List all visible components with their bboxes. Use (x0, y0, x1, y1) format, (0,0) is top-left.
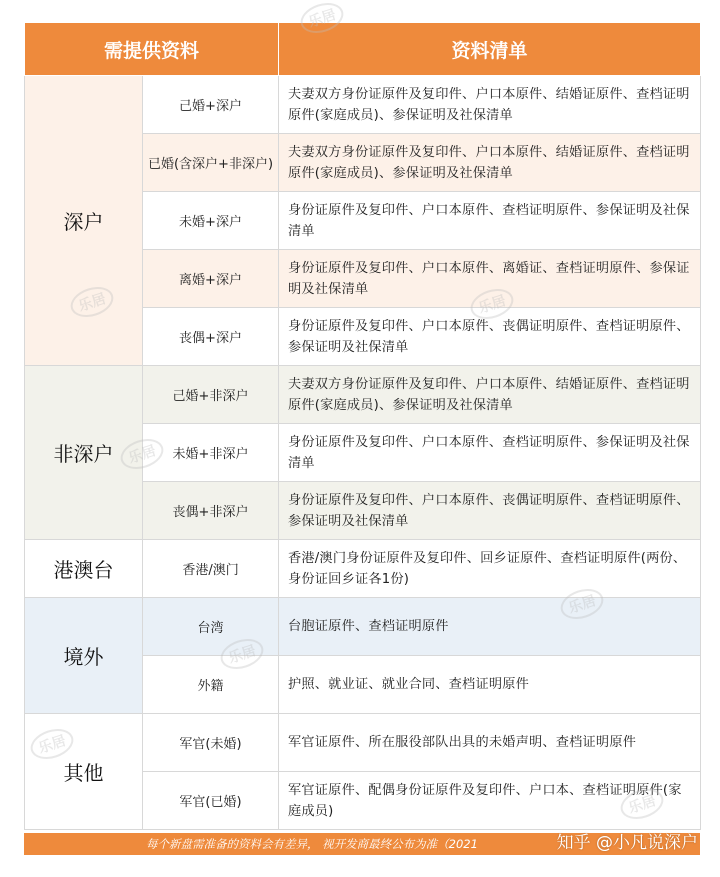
subcategory-cell: 丧偶+非深户 (143, 482, 279, 540)
requirements-table (24, 22, 701, 830)
watermark-logo: 乐居 (557, 584, 607, 624)
table-row (25, 540, 701, 598)
subcategory-cell: 丧偶+深户 (143, 308, 279, 366)
subcategory-cell: 未婚+深户 (143, 192, 279, 250)
table-row (25, 714, 701, 772)
header-required-materials: 需提供资料 (25, 23, 279, 76)
table-row (25, 76, 701, 134)
watermark-logo: 乐居 (67, 282, 117, 322)
subcategory-cell: 离婚+深户 (143, 250, 279, 308)
watermark-logo: 乐居 (467, 284, 517, 324)
subcategory-cell: 香港/澳门 (143, 540, 279, 598)
subcategory-cell: 军官(未婚) (143, 714, 279, 772)
group-gangaotai: 港澳台 (25, 540, 143, 598)
watermark-logo: 乐居 (217, 634, 267, 674)
subcategory-cell: 已婚(含深户+非深户) (143, 134, 279, 192)
watermark-logo: 乐居 (297, 0, 347, 38)
footer-note: 每个新盘需准备的资料会有差异， 视开发商最终公布为准（2021 (24, 833, 700, 855)
documents-cell: 护照、就业证、就业合同、查档证明原件 (279, 656, 701, 714)
watermark-logo: 乐居 (617, 784, 667, 824)
group-jingwai: 境外 (25, 598, 143, 714)
group-feishenhu: 非深户 (25, 366, 143, 540)
documents-cell: 身份证原件及复印件、户口本原件、丧偶证明原件、查档证明原件、参保证明及社保清单 (279, 308, 701, 366)
subcategory-cell: 己婚+深户 (143, 76, 279, 134)
table-row (25, 598, 701, 656)
table-row (25, 366, 701, 424)
subcategory-cell: 未婚+非深户 (143, 424, 279, 482)
documents-cell: 军官证原件、配偶身份证原件及复印件、户口本、查档证明原件(家庭成员) (279, 772, 701, 830)
header-materials-list: 资料清单 (279, 23, 701, 76)
subcategory-cell: 己婚+非深户 (143, 366, 279, 424)
requirements-table-wrapper (24, 22, 700, 830)
subcategory-cell: 外籍 (143, 656, 279, 714)
documents-cell: 身份证原件及复印件、户口本原件、丧偶证明原件、查档证明原件、参保证明及社保清单 (279, 482, 701, 540)
documents-cell: 身份证原件及复印件、户口本原件、离婚证、查档证明原件、参保证明及社保清单 (279, 250, 701, 308)
group-shenhu: 深户 (25, 76, 143, 366)
documents-cell: 夫妻双方身份证原件及复印件、户口本原件、结婚证原件、查档证明原件(家庭成员)、参保证明及社保清单 (279, 134, 701, 192)
documents-cell: 夫妻双方身份证原件及复印件、户口本原件、结婚证原件、查档证明原件(家庭成员)、参保证明及社保清单 (279, 76, 701, 134)
subcategory-cell: 军官(已婚) (143, 772, 279, 830)
documents-cell: 身份证原件及复印件、户口本原件、查档证明原件、参保证明及社保清单 (279, 192, 701, 250)
watermark-logo: 乐居 (27, 724, 77, 764)
documents-cell: 台胞证原件、查档证明原件 (279, 598, 701, 656)
group-qita: 其他 (25, 714, 143, 830)
documents-cell: 香港/澳门身份证原件及复印件、回乡证原件、查档证明原件(两份、身份证回乡证各1份) (279, 540, 701, 598)
subcategory-cell: 台湾 (143, 598, 279, 656)
documents-cell: 身份证原件及复印件、户口本原件、查档证明原件、参保证明及社保清单 (279, 424, 701, 482)
watermark-logo: 乐居 (117, 434, 167, 474)
documents-cell: 夫妻双方身份证原件及复印件、户口本原件、结婚证原件、查档证明原件(家庭成员)、参保证明及社保清单 (279, 366, 701, 424)
documents-cell: 军官证原件、所在服役部队出具的未婚声明、查档证明原件 (279, 714, 701, 772)
zhihu-credit: 知乎 @小凡说深户 (556, 833, 698, 853)
